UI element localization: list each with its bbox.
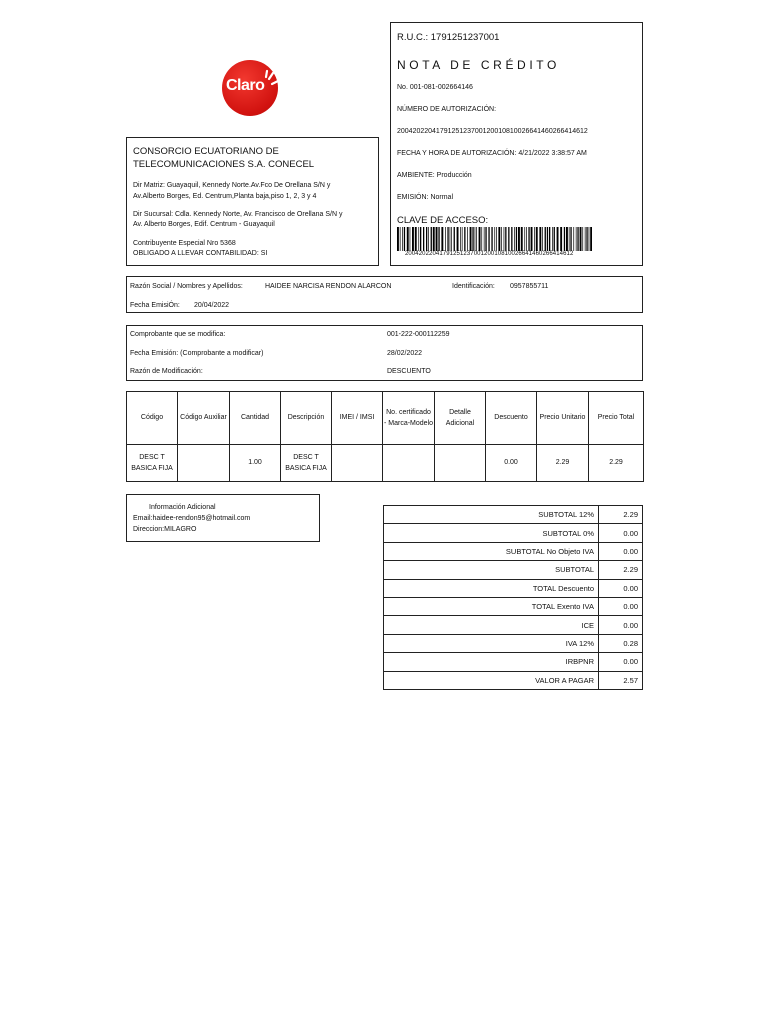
fecha-emision-value: 20/04/2022 xyxy=(194,302,230,309)
authorization-number: 2004202204179125123700120010810026641460266414612 xyxy=(397,128,588,135)
razon-social-value: HAIDEE NARCISA RENDON ALARCON xyxy=(265,283,392,290)
authorization-date: FECHA Y HORA DE AUTORIZACIÓN: 4/21/2022 3:38:57 AM xyxy=(397,150,587,157)
logo-rays-icon xyxy=(222,60,282,116)
total-label: SUBTOTAL xyxy=(384,561,599,579)
total-label: SUBTOTAL No Objeto IVA xyxy=(384,542,599,560)
header-cell: Precio Unitario xyxy=(537,392,589,445)
total-label: SUBTOTAL 0% xyxy=(384,524,599,542)
total-value: 2.29 xyxy=(599,561,643,579)
comprobante-label: Comprobante que se modifica: xyxy=(130,331,226,338)
cell-precio-unitario: 2.29 xyxy=(537,445,589,482)
additional-info-email: Email:haidee-rendon95@hotmail.com xyxy=(133,515,251,522)
total-value: 0.28 xyxy=(599,634,643,652)
logo-text: Claro xyxy=(226,77,265,94)
totals-row xyxy=(384,671,643,689)
totals-row xyxy=(384,542,643,560)
total-value: 0.00 xyxy=(599,542,643,560)
cell-precio-total: 2.29 xyxy=(589,445,644,482)
claro-logo xyxy=(222,60,280,116)
totals-table xyxy=(383,505,643,690)
header-cell: IMEI / IMSI xyxy=(332,392,383,445)
totals-row xyxy=(384,634,643,652)
header-cell: Código Auxiliar xyxy=(178,392,230,445)
totals-row xyxy=(384,597,643,615)
razon-modificacion-label: Razón de Modificación: xyxy=(130,368,203,375)
issuer-dir-sucursal-2: Av. Alberto Borges, Edif. Centrum - Guayaquil xyxy=(133,221,275,228)
emision-text: EMISIÓN: Normal xyxy=(397,194,454,201)
total-value: 2.57 xyxy=(599,671,643,689)
header-cell: Código xyxy=(127,392,178,445)
totals-row xyxy=(384,616,643,634)
issuer-dir-matriz-2: Av.Alberto Borges, Ed. Centrum,Planta baja,piso 1, 2, 3 y 4 xyxy=(133,193,317,200)
modifica-fecha-value: 28/02/2022 xyxy=(387,350,423,357)
cell-descripcion: DESC T BASICA FIJA xyxy=(281,445,332,482)
additional-info-title: Información Adicional xyxy=(149,504,216,511)
clave-acceso-label: CLAVE DE ACCESO: xyxy=(397,215,489,226)
razon-modificacion-value: DESCUENTO xyxy=(387,368,431,375)
cell-codigo: DESC T BASICA FIJA xyxy=(127,445,178,482)
total-label: TOTAL Exento IVA xyxy=(384,597,599,615)
total-label: SUBTOTAL 12% xyxy=(384,506,599,524)
header-cell: Cantidad xyxy=(230,392,281,445)
header-cell: No. certificado - Marca-Modelo xyxy=(383,392,435,445)
total-label: IRBPNR xyxy=(384,653,599,671)
totals-row xyxy=(384,561,643,579)
cell-imei xyxy=(332,445,383,482)
fecha-emision-label: Fecha EmisiÓn: xyxy=(130,302,180,309)
authorization-label: NÚMERO DE AUTORIZACIÓN: xyxy=(397,106,497,113)
identificacion-label: Identificación: xyxy=(452,283,495,290)
totals-row xyxy=(384,653,643,671)
total-label: VALOR A PAGAR xyxy=(384,671,599,689)
products-table xyxy=(126,391,644,482)
header-cell: Descripción xyxy=(281,392,332,445)
cell-detalle xyxy=(435,445,486,482)
comprobante-value: 001-222-000112259 xyxy=(387,331,450,338)
modifica-fecha-label: Fecha Emisión: (Comprobante a modificar) xyxy=(130,350,264,357)
issuer-contribuyente: Contribuyente Especial Nro 5368 xyxy=(133,240,236,247)
cell-descuento: 0.00 xyxy=(486,445,537,482)
total-value: 0.00 xyxy=(599,597,643,615)
total-label: ICE xyxy=(384,616,599,634)
ruc-text: R.U.C.: 1791251237001 xyxy=(397,32,500,43)
total-value: 0.00 xyxy=(599,616,643,634)
header-cell: Precio Total xyxy=(589,392,644,445)
header-cell: Descuento xyxy=(486,392,537,445)
cell-cantidad: 1.00 xyxy=(230,445,281,482)
total-label: TOTAL Descuento xyxy=(384,579,599,597)
razon-social-label: Razón Social / Nombres y Apellidos: xyxy=(130,283,243,290)
access-key-barcode xyxy=(397,227,592,251)
issuer-contabilidad: OBLIGADO A LLEVAR CONTABILIDAD: SI xyxy=(133,250,268,257)
total-value: 0.00 xyxy=(599,579,643,597)
ambiente-text: AMBIENTE: Producción xyxy=(397,172,472,179)
cell-codigo-auxiliar xyxy=(178,445,230,482)
total-value: 0.00 xyxy=(599,653,643,671)
total-value: 0.00 xyxy=(599,524,643,542)
header-cell: Detalle Adicional xyxy=(435,392,486,445)
issuer-name: CONSORCIO ECUATORIANO DE TELECOMUNICACIONES S.A. CONECEL xyxy=(133,146,315,170)
identificacion-value: 0957855711 xyxy=(510,283,549,290)
clave-acceso-number: 2004202204179125123700120010810026641460266414612 xyxy=(405,251,574,257)
table-row xyxy=(127,445,644,482)
cell-certificado xyxy=(383,445,435,482)
products-header-row xyxy=(127,392,644,445)
document-title: NOTA DE CRÉDITO xyxy=(397,58,560,72)
total-value: 2.29 xyxy=(599,506,643,524)
document-number: No. 001-081-002664146 xyxy=(397,84,473,91)
totals-row xyxy=(384,524,643,542)
totals-row xyxy=(384,506,643,524)
additional-info-direccion: Direccion:MILAGRO xyxy=(133,526,197,533)
issuer-dir-sucursal-1: Dir Sucursal: Cdla. Kennedy Norte, Av. Francisco de Orellana S/N y xyxy=(133,211,343,218)
issuer-dir-matriz-1: Dir Matriz: Guayaquil, Kennedy Norte.Av.Fco De Orellana S/N y xyxy=(133,182,331,189)
total-label: IVA 12% xyxy=(384,634,599,652)
totals-row xyxy=(384,579,643,597)
